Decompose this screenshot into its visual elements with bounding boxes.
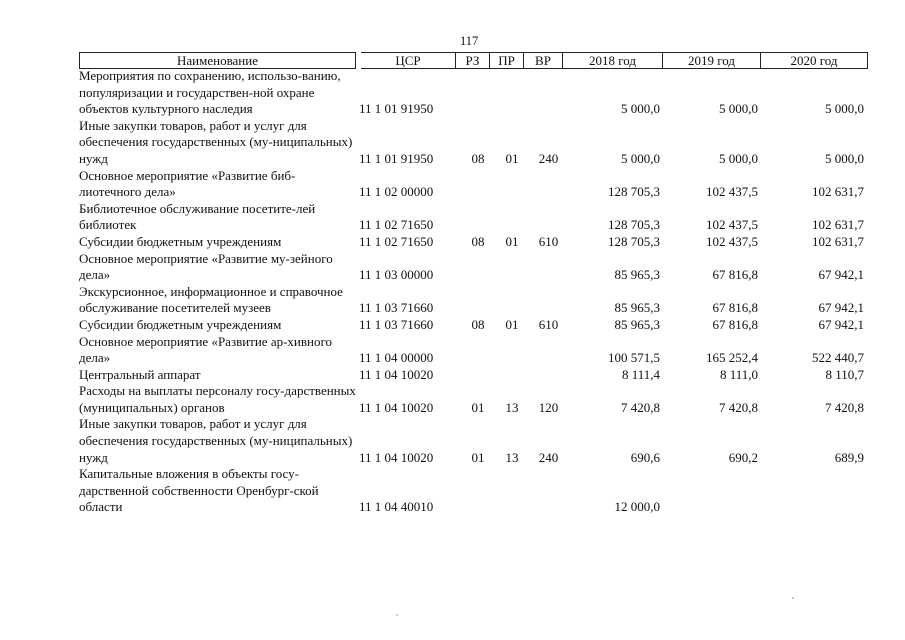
cell-2020: 67 942,1 [818,316,864,332]
header-pr: ПР [490,52,524,69]
cell-pr: 01 [505,233,519,249]
cell-2019: 7 420,8 [719,399,758,415]
cell-2020: 5 000,0 [825,150,864,166]
cell-name: Основное мероприятие «Развитие ар-хивного дела» [79,333,332,366]
page-number: 117 [460,34,479,48]
cell-name: Иные закупки товаров, работ и услуг для обеспечения государственных (му-ниципальных) нужд [79,117,353,166]
table-row [79,367,870,384]
cell-2019: 102 437,5 [706,233,758,249]
cell-2018: 100 571,5 [608,350,660,366]
cell-csr: 11 1 03 71660 [359,300,434,316]
cell-pr: 13 [505,399,519,415]
cell-csr: 11 1 02 00000 [359,184,434,200]
cell-name: Экскурсионное, информационное и справочное обслуживание посетителей музеев [79,283,343,316]
cell-2018: 12 000,0 [614,499,660,515]
cell-csr: 11 1 04 40010 [359,499,434,515]
cell-pr: 01 [505,150,519,166]
cell-2019: 67 816,8 [712,316,758,332]
cell-name: Субсидии бюджетным учреждениям [79,316,282,332]
table-row [79,317,870,334]
cell-name: Основное мероприятие «Развитие му-зейного дела» [79,250,333,283]
table-row [79,251,870,284]
cell-2019: 165 252,4 [706,350,758,366]
cell-2019: 5 000,0 [719,150,758,166]
header-rz: РЗ [456,52,490,69]
cell-pr: 13 [505,449,519,465]
header-csr: ЦСР [361,52,456,69]
table-row [79,201,870,234]
cell-rz: 08 [471,233,485,249]
cell-2018: 7 420,8 [621,399,660,415]
cell-2020: 8 110,7 [825,366,864,382]
cell-vr: 120 [538,399,559,415]
cell-vr: 240 [538,449,559,465]
table-row [79,466,870,516]
cell-2019: 5 000,0 [719,101,758,117]
cell-name: Субсидии бюджетным учреждениям [79,233,282,249]
header-vr: ВР [524,52,563,69]
cell-2020: 67 942,1 [818,267,864,283]
table-row [79,383,870,416]
cell-2020: 102 631,7 [812,217,864,233]
cell-2019: 102 437,5 [706,184,758,200]
table-row [79,168,870,201]
table-row [79,416,870,466]
budget-table [79,52,870,516]
cell-rz: 08 [471,150,485,166]
table-row [79,118,870,168]
table-row [79,234,870,251]
cell-2018: 128 705,3 [608,184,660,200]
cell-pr: 01 [505,316,519,332]
cell-2019: 102 437,5 [706,217,758,233]
cell-vr: 610 [538,316,559,332]
cell-2018: 128 705,3 [608,217,660,233]
cell-name: Библиотечное обслуживание посетите-лей библиотек [79,200,316,233]
cell-csr: 11 1 04 10020 [359,399,434,415]
scan-speck [396,614,398,616]
header-2020: 2020 год [761,52,868,69]
cell-vr: 610 [538,233,559,249]
scan-speck [792,597,794,599]
cell-2019: 8 111,0 [719,366,758,382]
cell-name: Иные закупки товаров, работ и услуг для обеспечения государственных (му-ниципальных) нужд [79,416,353,465]
table-row [79,284,870,317]
cell-2018: 128 705,3 [608,233,660,249]
cell-2020: 102 631,7 [812,233,864,249]
cell-2019: 67 816,8 [712,267,758,283]
cell-name: Основное мероприятие «Развитие биб-лиотечного дела» [79,167,296,200]
header-2019: 2019 год [663,52,761,69]
cell-csr: 11 1 02 71650 [359,233,434,249]
cell-2020: 689,9 [834,449,864,465]
cell-csr: 11 1 04 10020 [359,449,434,465]
cell-vr: 240 [538,150,559,166]
table-header [79,52,870,68]
cell-rz: 08 [471,316,485,332]
cell-csr: 11 1 02 71650 [359,217,434,233]
cell-rz: 01 [471,399,485,415]
cell-2018: 5 000,0 [621,101,660,117]
cell-name: Расходы на выплаты персоналу госу-дарственных (муниципальных) органов [79,383,356,415]
cell-2020: 522 440,7 [812,350,864,366]
cell-csr: 11 1 01 91950 [359,101,434,117]
cell-name: Центральный аппарат [79,366,201,382]
cell-2018: 5 000,0 [621,150,660,166]
cell-2018: 8 111,4 [621,366,660,382]
cell-csr: 11 1 03 00000 [359,267,434,283]
table-row [79,68,870,118]
cell-csr: 11 1 03 71660 [359,316,434,332]
cell-2020: 7 420,8 [825,399,864,415]
header-2018: 2018 год [563,52,663,69]
cell-2018: 85 965,3 [614,316,660,332]
cell-name: Мероприятия по сохранению, использо-ванию, популяризации и государствен-ной охране объектов культурного наследия [79,68,341,117]
cell-name: Капитальные вложения в объекты госу-дарственной собственности Оренбург-ской области [79,466,319,515]
cell-2018: 85 965,3 [614,300,660,316]
cell-csr: 11 1 04 10020 [359,366,434,382]
cell-csr: 11 1 04 00000 [359,350,434,366]
cell-2020: 5 000,0 [825,101,864,117]
cell-2019: 67 816,8 [712,300,758,316]
cell-2018: 85 965,3 [614,267,660,283]
table-body [79,68,870,516]
cell-2019: 690,2 [728,449,758,465]
cell-2020: 67 942,1 [818,300,864,316]
header-name: Наименование [79,52,356,69]
cell-2018: 690,6 [630,449,660,465]
cell-2020: 102 631,7 [812,184,864,200]
cell-csr: 11 1 01 91950 [359,150,434,166]
cell-rz: 01 [471,449,485,465]
table-row [79,334,870,367]
